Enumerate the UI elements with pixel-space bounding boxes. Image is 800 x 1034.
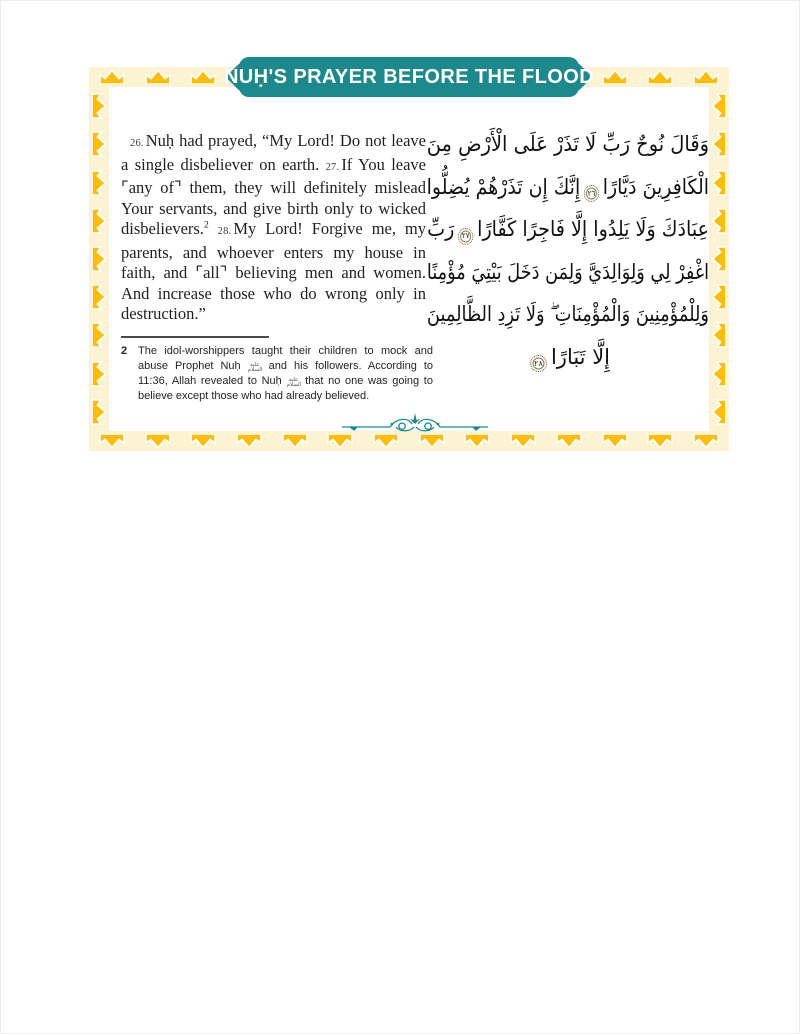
arabic-text: الْكَافِرِينَ دَيَّارًا	[602, 174, 709, 199]
translation-paragraph	[121, 131, 426, 325]
page-content	[109, 87, 709, 431]
crown-motif-icon	[709, 405, 729, 419]
crown-motif-icon	[89, 99, 109, 113]
arabic-text: اغْفِرْ لِي وَلِوَالِدَيَّ وَلِمَن دَخَلَ بَيْتِيَ مُؤْمِنًا	[426, 259, 709, 284]
footnote-text-segment: that no one was going to believe except those who had already believed.	[138, 374, 433, 402]
ayah-end-marker: ٢٦	[584, 185, 599, 202]
arabic-column	[427, 123, 709, 404]
translation-column	[121, 131, 433, 404]
footnote-divider	[121, 336, 269, 338]
footnote-text-segment: and his followers. According to 11:36, Allah revealed to Nuḥ	[138, 359, 433, 387]
crown-motif-icon	[709, 328, 729, 342]
verse-number: 28.	[217, 226, 232, 237]
section-title-banner	[223, 57, 595, 97]
arabic-text: رَبِّ	[427, 217, 455, 241]
footnote-text-segment: The idol-worshippers taught their children to mock and abuse Prophet Nuḥ	[138, 344, 433, 372]
crown-motif-icon	[190, 70, 216, 84]
crown-motif-icon	[89, 290, 109, 304]
crown-motif-icon	[709, 137, 729, 151]
verse-number: 27.	[325, 161, 340, 173]
crown-motif-icon	[709, 367, 729, 381]
translation-text	[209, 219, 218, 238]
crown-motif-icon	[647, 70, 673, 84]
honorific-stamp: عليه السلام	[286, 376, 302, 388]
crown-motif-icon	[89, 214, 109, 228]
arabic-text: عِبَادَكَ وَلَا يَلِدُوا إِلَّا فَاجِرًا كَفَّارًا	[477, 217, 709, 241]
arabic-text: وَقَالَ نُوحٌ رَبِّ لَا تَذَرْ عَلَى الْأَرْضِ مِنَ	[426, 132, 709, 156]
section-title: NUḤ'S PRAYER BEFORE THE FLOOD	[223, 65, 595, 88]
text-columns	[121, 87, 709, 404]
ayah-end-marker: ٢٧	[458, 228, 473, 245]
divider-ornament	[121, 410, 709, 438]
crown-motif-icon	[709, 176, 729, 190]
translation-text: Nuḥ had prayed, “My Lord! Do not leave a single disbeliever on earth.	[121, 131, 426, 174]
crown-motif-icon	[145, 70, 171, 84]
crown-motif-icon	[99, 70, 125, 84]
footnote-text	[138, 345, 433, 402]
crown-motif-icon	[709, 214, 729, 228]
arabic-line	[427, 208, 709, 251]
arabic-line	[426, 293, 709, 336]
crown-motif-icon	[89, 137, 109, 151]
arabic-text: إِنَّكَ إِن تَذَرْهُمْ يُضِلُّوا	[426, 174, 581, 199]
arabic-line	[426, 251, 709, 294]
crown-motif-icon	[89, 252, 109, 266]
crown-motif-icon	[89, 367, 109, 381]
translation-text: My Lord! Forgive me, my parents, and whoever enters my house in faith, and ⌜all⌝ believing men and women. And increase those who do wrong only in destruction.”	[121, 219, 426, 323]
crown-motif-icon	[693, 70, 719, 84]
honorific-stamp: عليه السلام	[247, 361, 263, 373]
crown-motif-icon	[89, 176, 109, 190]
footnote-number: 2	[121, 344, 128, 357]
crown-motif-icon	[709, 290, 729, 304]
crown-motif-icon	[709, 99, 729, 113]
arabic-line	[426, 166, 709, 209]
arabic-line	[427, 336, 709, 379]
arabic-text: وَلِلْمُؤْمِنِينَ وَالْمُؤْمِنَاتِ ۖ وَلَا تَزِدِ الظَّالِمِينَ	[426, 302, 709, 326]
crown-motif-icon	[709, 252, 729, 266]
verse-number: 26.	[130, 138, 144, 149]
crown-motif-icon	[602, 70, 628, 84]
border-right-band	[709, 87, 729, 431]
arabic-line	[426, 123, 709, 166]
border-left-band	[89, 87, 109, 431]
arabic-text: إِلَّا تَبَارًا	[550, 344, 611, 369]
footnote-reference: 2	[203, 220, 209, 231]
crown-motif-icon	[89, 405, 109, 419]
crown-motif-icon	[89, 328, 109, 342]
translation-text: If You leave ⌜any of⌝ them, they will definitely mislead Your servants, and give birth only to wicked disbelievers.	[121, 154, 426, 238]
footnote	[121, 344, 433, 404]
decorative-frame	[89, 67, 729, 451]
ayah-end-marker: ٢٨	[530, 355, 547, 372]
flourish-icon	[340, 410, 490, 438]
